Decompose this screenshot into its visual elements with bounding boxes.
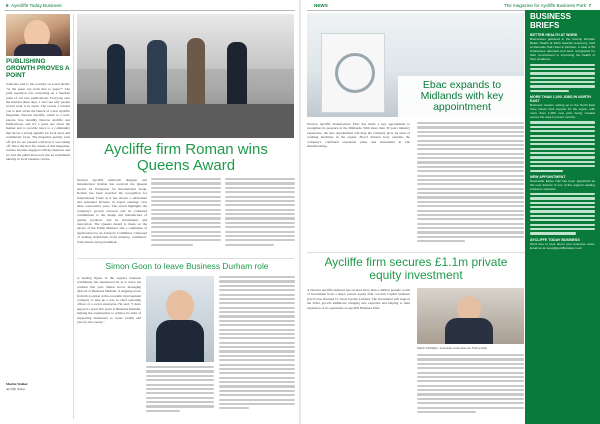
brief-body: We'd love to hear about your business news. Email us at news@aycliffetoday.co.uk bbox=[530, 241, 595, 250]
brief-body: Newcastle Ethan Hall has been appointed as the new director of one of the region's leading business networks. bbox=[530, 178, 595, 191]
photo-person-2 bbox=[147, 40, 167, 104]
sub-headline: Simon Goon to leave Business Durham role bbox=[105, 261, 269, 271]
publication-name: The magazine for Aycliffe Business Park bbox=[503, 3, 586, 8]
signoff-role: Aycliffe Today bbox=[6, 386, 26, 391]
roman-team-photo bbox=[77, 14, 294, 138]
portrait-suit bbox=[445, 318, 493, 344]
sub-story-col-1 bbox=[77, 276, 141, 418]
main-story-body: Newton Aycliffe bathroom designer and manufacturer Roman has received the Queens Award for Enterprise for International Trade. Roman has been awarded the recognition for International Trade as it has shown a substantial and sustained increase in export earnings over three consecutive years. The award highlights the company's growth overseas and its continued commitment to the design and manufacture of quality products, and its investments and innovation. The Queens Award is made on the advice of the Prime Minister and a committee of applications by an Advisory Committee composed of leading individuals from industry, commerce, trade unions and government. bbox=[77, 178, 147, 244]
main-headline: Aycliffe firm Roman wins Queens Award bbox=[104, 141, 268, 174]
photo-person-3 bbox=[187, 38, 205, 104]
editor-portrait bbox=[6, 14, 70, 56]
story-divider bbox=[307, 252, 525, 253]
sub-story-col-3 bbox=[219, 276, 295, 412]
main-story-col-2 bbox=[151, 178, 221, 248]
photo-person-4 bbox=[227, 42, 247, 104]
brief-body: Business owners setting up in the North East have shown their support for the region, with more than 1,000 new jobs being created across the area in recent months. bbox=[530, 103, 595, 120]
top-headline: Ebac expands to Midlands with key appointment bbox=[398, 76, 526, 117]
sub-story-body: A leading figure in the region's business community has announced he is to leave his position this year. Simon Goon, managing director of Business Durham, is stepping down from his position at the economic development company to take up a role as chief operating officer of a social enterprise. He said: "I have enjoyed a great five years at Business Durham, helping the organisation to achieve its aims of supporting businesses to create wealth and jobs for the county." bbox=[77, 276, 141, 325]
header-rule bbox=[307, 10, 525, 11]
page-number: 7 bbox=[588, 3, 591, 8]
photo-drum bbox=[335, 53, 375, 93]
photo-person-1 bbox=[107, 44, 125, 104]
column-divider bbox=[73, 14, 74, 419]
editor-sidebar bbox=[6, 14, 70, 391]
top-story-col-1 bbox=[307, 122, 410, 254]
brief-heading: BETTER HEALTH AT WORK bbox=[530, 33, 578, 37]
publication-name: Ayecliffe Today Business bbox=[11, 3, 62, 8]
photo-caption: Martin McMillan, associate at Endeavour Partnership bbox=[417, 346, 488, 350]
section-name: NEWS bbox=[314, 3, 328, 8]
simon-goon-portrait bbox=[146, 276, 214, 362]
brief-heading: MORE THAN 1,000 JOBS IN NORTH EAST bbox=[530, 95, 591, 103]
mid-story-col-2 bbox=[417, 354, 524, 415]
main-story-col-3 bbox=[225, 178, 295, 248]
mid-headline: Aycliffe firm secures £1.1m private equity investment bbox=[324, 255, 508, 282]
portrait-face bbox=[166, 290, 194, 322]
sidebar-headline: PUBLISHING GROWTH PROVES A POINT bbox=[6, 58, 70, 79]
right-folio bbox=[441, 3, 591, 8]
mid-story-col-1 bbox=[307, 288, 410, 420]
main-story-col-1 bbox=[77, 178, 147, 254]
mid-story-body: A Newton Aycliffe business has secured more than a million pounds' worth of investment from a major private equity firm. Growth Capital Ventures (GCV) has invested £1.1m in Gyomo Limited. The investment will support the firm's growth ambitions, bringing new expertise and helping to fund expansion of its operations on Aycliffe Business Park. bbox=[307, 288, 410, 310]
left-folio bbox=[6, 3, 62, 8]
brief-body: Businesses gathered in the County Durham Better Health at Work Awards ceremony, held at Ramside Hall Hotel in Durham. A total of 50 businesses attended and were recognised for their commitment to improving the health of their workforce. bbox=[530, 37, 595, 62]
business-briefs-title: BUSINESS BRIEFS bbox=[530, 12, 571, 30]
sidebar-body: Someone said to me recently on social media: "as the paper say from that to paper?" The print operation was converting on a freedom point of our new publications. Everyone sees the Internet these days, I can't see why people would want it in stand. The reason I wanted you to hear about the launch of a new Aycliffe magazine, Newton Aycliffe, which is a well-known, free monthly Newton Aycliffe and Publications, and it's a great test about the market and to provide news to a community that shows a strong appetite for local news and community focus. The magazine quickly took off and we are pleased with how it was taking off. Since the first few issues of this magazine, readers became engaged with the business and we feel the publication now has an established identity in local business circles. bbox=[6, 82, 70, 162]
top-story-col-2 bbox=[417, 122, 524, 245]
page-number: 6 bbox=[6, 3, 9, 8]
sub-story-col-2b bbox=[146, 366, 214, 414]
signoff-name: Martin Walker bbox=[6, 382, 28, 387]
martin-mcmillan-photo bbox=[417, 288, 524, 344]
portrait-suit bbox=[156, 320, 204, 362]
header-rule bbox=[5, 10, 295, 11]
photo-floor bbox=[77, 104, 294, 138]
brief-heading: NEW APPOINTMENT bbox=[530, 174, 566, 179]
portrait-body bbox=[14, 44, 62, 56]
section-label bbox=[314, 3, 328, 8]
business-briefs-sidebar bbox=[525, 10, 600, 424]
brief-heading: AYCLIFFE TODAY BUSINESS bbox=[530, 237, 580, 242]
top-story-body: Newton Aycliffe manufacturer Ebac has made a key appointment to strengthen its presence in the Midlands. With more than 30 years industry experience, the new appointment will help the company grow its sales of washing machines in the region. Ebac's Kirsten Gray explains the company's continued expansion plans and investment in UK manufacturing. bbox=[307, 122, 410, 149]
story-divider bbox=[77, 258, 294, 259]
